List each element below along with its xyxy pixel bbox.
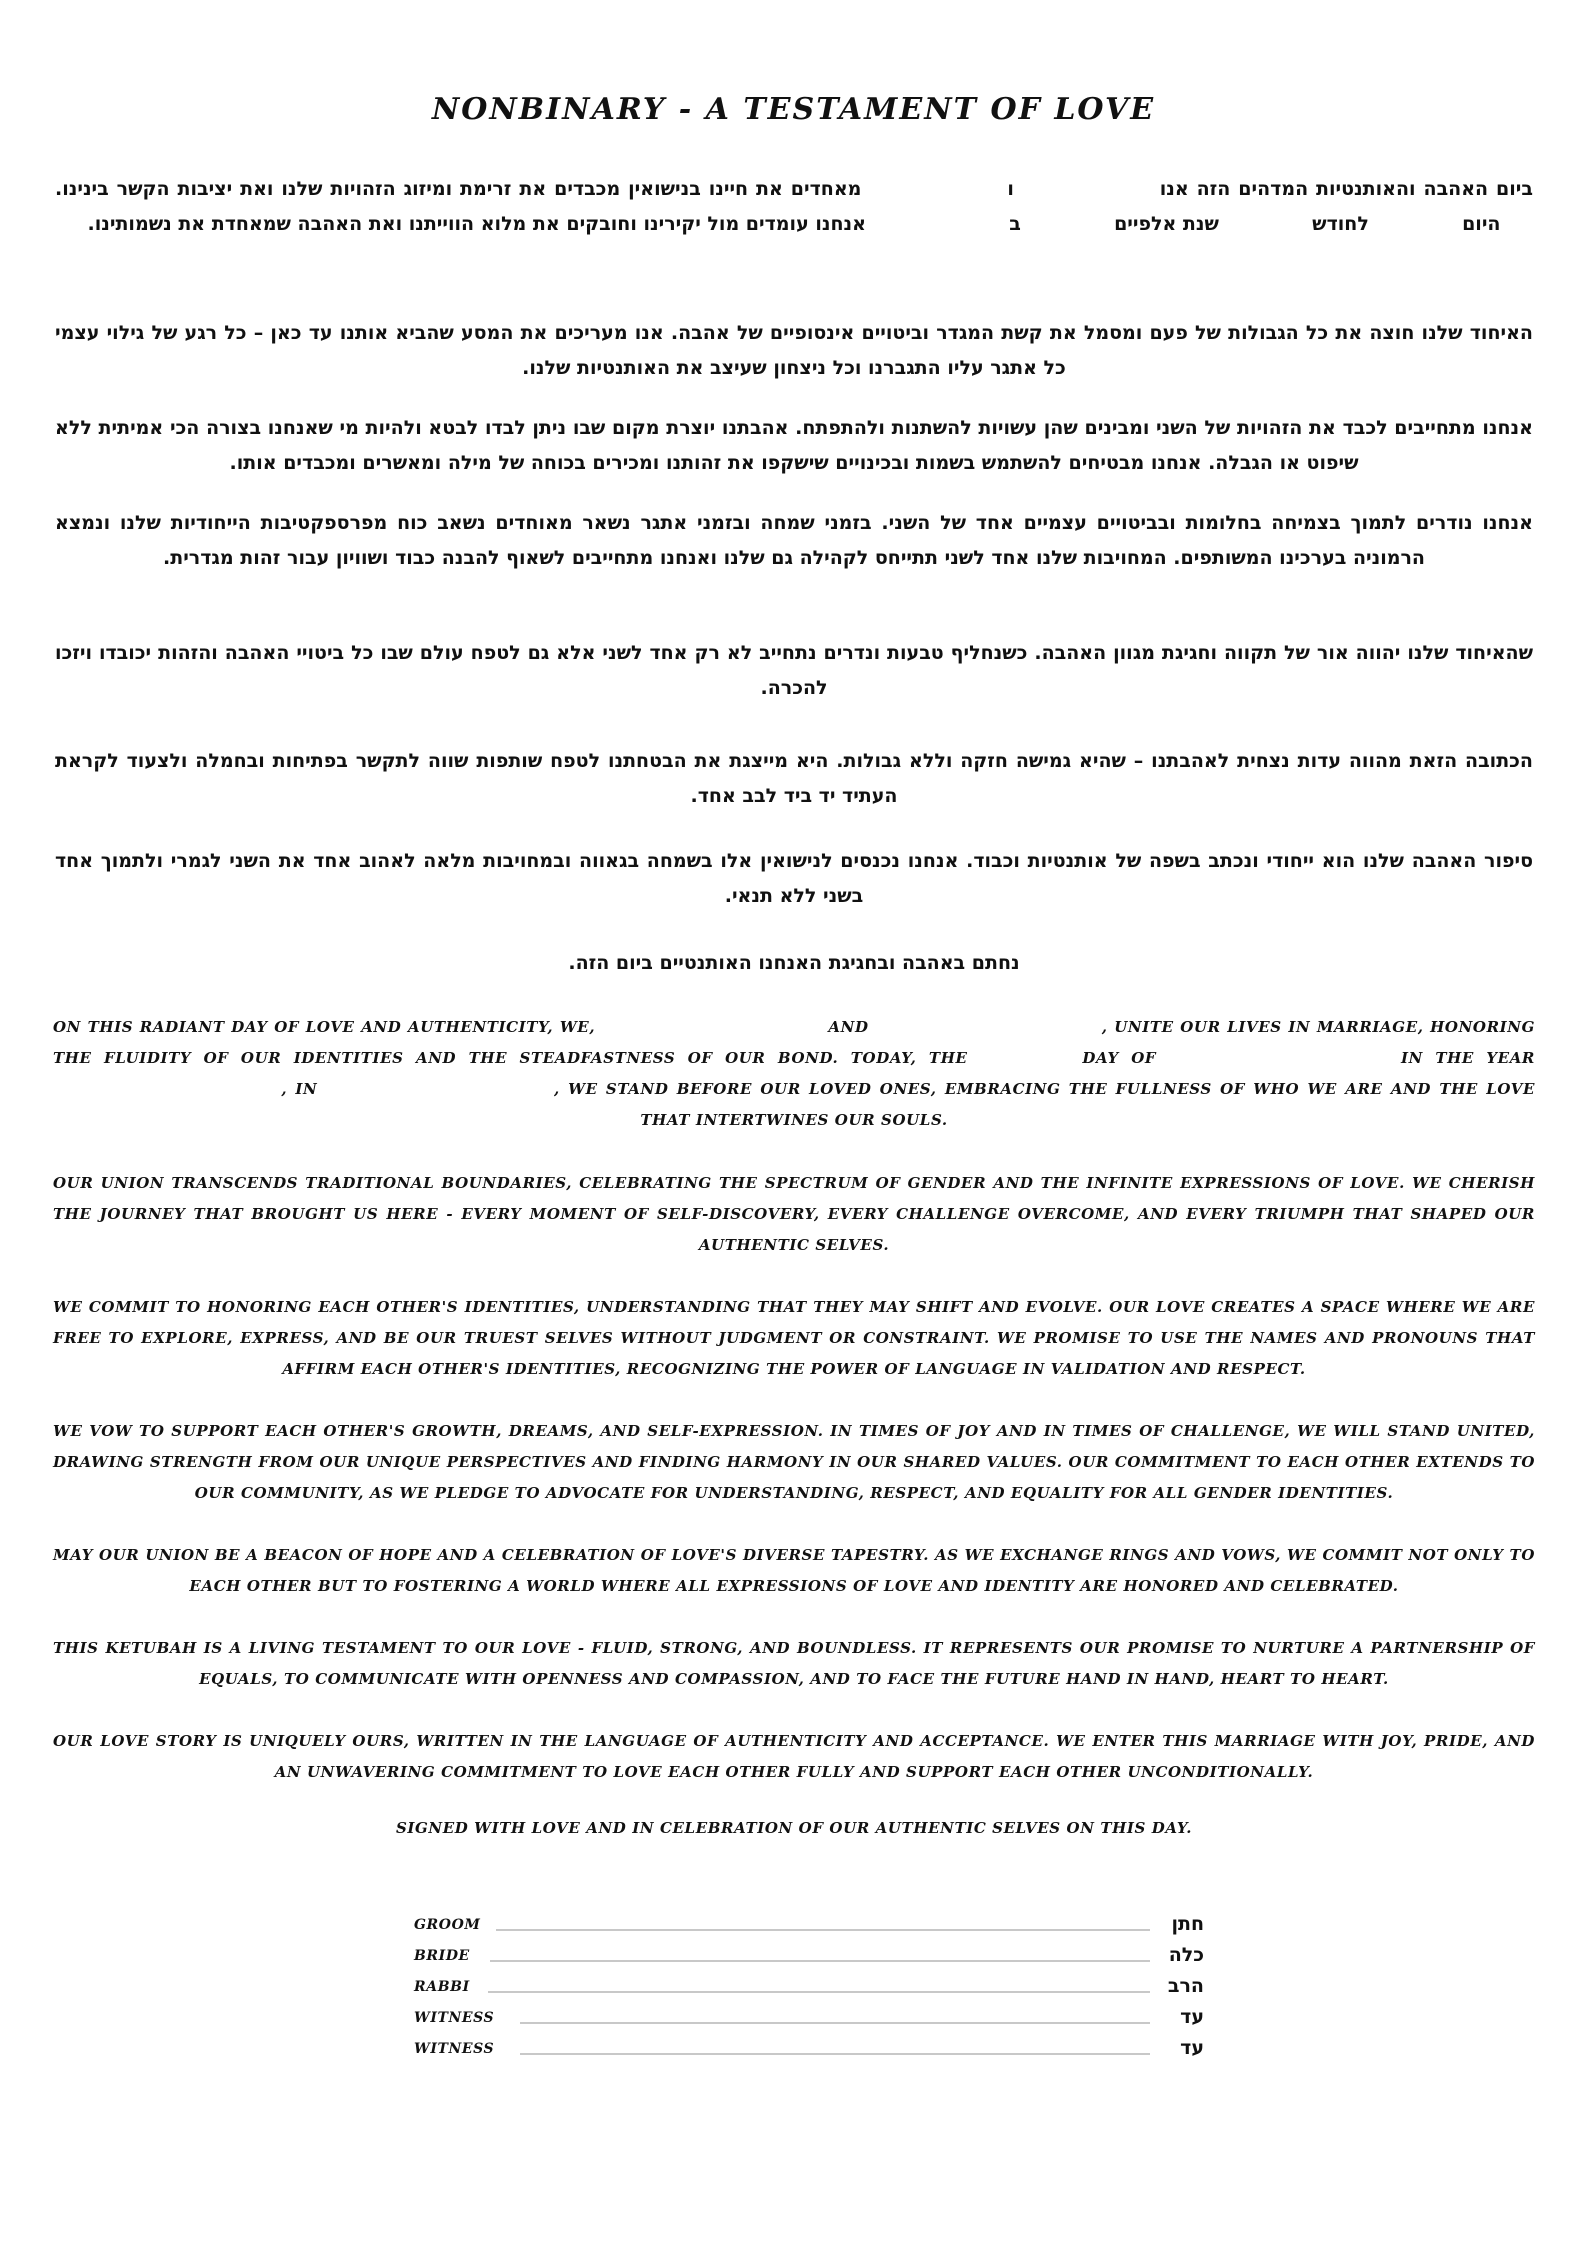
hebrew-p1-part-c: מאחדים את חיינו בנישואין מכבדים את זרימת ומיזוג הזהויות שלנו ואת יציבות הקשר בינינו. היום	[55, 178, 1501, 235]
signature-label-english: WITNESS	[414, 2010, 495, 2026]
hebrew-paragraph-7: סיפור האהבה שלנו הוא ייחודי ונכתב בשפה של אותנטיות וכבוד. אנחנו נכנסים לנישואין אלו בשמחה בגאווה ובמחויבות מלאה לאהוב אחד את השני לגמרי ולתמוך אחד בשני ללא תנאי.	[55, 850, 1533, 907]
english-paragraph-4: WE VOW TO SUPPORT EACH OTHER'S GROWTH, DREAMS, AND SELF-EXPRESSION. IN TIMES OF JOY AND IN TIMES OF CHALLENGE, WE WILL STAND UNITED, DRAWING STRENGTH FROM OUR UNIQUE PERSPECTIVES AND FINDING HARMONY IN OUR SHARED VALUES. OUR COMMITMENT TO EACH OTHER EXTENDS TO OUR COMMUNITY, AS WE PLEDGE TO ADVOCATE FOR UNDERSTANDING, RESPECT, AND EQUALITY FOR ALL GENDER IDENTITIES.	[53, 1422, 1535, 1502]
english-p1-part-f: , IN	[281, 1080, 318, 1098]
english-paragraph-2: OUR UNION TRANSCENDS TRADITIONAL BOUNDARIES, CELEBRATING THE SPECTRUM OF GENDER AND THE INFINITE EXPRESSIONS OF LOVE. WE CHERISH THE JOURNEY THAT BROUGHT US HERE - EVERY MOMENT OF SELF-DISCOVERY, EVERY CHALLENGE OVERCOME, AND EVERY TRIUMPH THAT SHAPED OUR AUTHENTIC SELVES.	[53, 1174, 1535, 1254]
english-paragraph-3: WE COMMIT TO HONORING EACH OTHER'S IDENTITIES, UNDERSTANDING THAT THEY MAY SHIFT AND EVOLVE. OUR LOVE CREATES A SPACE WHERE WE ARE FREE TO EXPLORE, EXPRESS, AND BE OUR TRUEST SELVES WITHOUT JUDGMENT OR CONSTRAINT. WE PROMISE TO USE THE NAMES AND PRONOUNS THAT AFFIRM EACH OTHER'S IDENTITIES, RECOGNIZING THE POWER OF LANGUAGE IN VALIDATION AND RESPECT.	[53, 1298, 1535, 1378]
signature-label-english: RABBI	[414, 1979, 470, 1995]
signature-row-rabbi	[414, 1969, 1204, 1999]
hebrew-paragraph-1	[55, 172, 1533, 242]
english-p1-part-b: AND	[828, 1018, 869, 1036]
signature-line[interactable]	[520, 2022, 1150, 2024]
signature-line[interactable]	[490, 1960, 1150, 1962]
english-p1-part-e: IN THE YEAR	[1401, 1049, 1535, 1067]
hebrew-closing: נחתם באהבה ובחגיגת האנחנו האותנטיים ביום הזה.	[568, 952, 1020, 974]
signature-label-english: WITNESS	[414, 2041, 495, 2057]
hebrew-paragraph-4: אנחנו נודרים לתמוך בצמיחה בחלומות ובביטויים עצמיים אחד של השני. בזמני שמחה ובזמני אתגר נשאר מאוחדים נשאב כוח מפרספקטיבות הייחודיות שלנו ונמצא הרמוניה בערכינו המשותפים. המחויבות שלנו אחד לשני תתייחס לקהילה גם שלנו ואנחנו מתחייבים לשאוף להבנה כבוד ושוויון עבור זהות מגדרית.	[55, 512, 1533, 569]
english-p1-part-g: , WE STAND BEFORE OUR LOVED ONES, EMBRACING THE FULLNESS OF WHO WE ARE AND THE LOVE THAT INTERTWINES OUR SOULS.	[554, 1080, 1536, 1129]
signature-label-hebrew: עד	[1180, 2006, 1204, 2028]
signature-label-hebrew: הרב	[1167, 1975, 1204, 1997]
signature-line[interactable]	[520, 2053, 1150, 2055]
signature-label-english: GROOM	[414, 1917, 481, 1933]
english-p1-part-c: , UNITE OUR LIVES IN MARRIAGE, HONORING THE FLUIDITY OF OUR IDENTITIES AND THE STEADFASTNESS OF OUR BOND. TODAY, THE	[53, 1018, 1535, 1067]
signature-line[interactable]	[488, 1991, 1150, 1993]
hebrew-p1-part-g: אנחנו עומדים מול יקירינו וחובקים את מלוא הווייתנו ואת האהבה שמאחדת את נשמותינו.	[87, 213, 866, 235]
signature-row-witness-1	[414, 2000, 1204, 2030]
english-p1-part-a: ON THIS RADIANT DAY OF LOVE AND AUTHENTICITY, WE,	[53, 1018, 596, 1036]
signature-line[interactable]	[496, 1929, 1150, 1931]
hebrew-paragraph-3: אנחנו מתחייבים לכבד את הזהויות של השני ומבינים שהן עשויות להשתנות ולהתפתח. אהבתנו יוצרת מקום שבו ניתן לבדו לבטא ולהיות מי שאנחנו בצורה הכי אמיתית ללא שיפוט או הגבלה. אנחנו מבטיחים להשתמש בשמות ובכינויים שישקפו את זהותנו ומכירים בכוחה של מילה ומאשרים ומכבדים אותו.	[55, 417, 1533, 474]
english-paragraph-7: OUR LOVE STORY IS UNIQUELY OURS, WRITTEN IN THE LANGUAGE OF AUTHENTICITY AND ACCEPTANCE. WE ENTER THIS MARRIAGE WITH JOY, PRIDE, AND AN UNWAVERING COMMITMENT TO LOVE EACH OTHER FULLY AND SUPPORT EACH OTHER UNCONDITIONALLY.	[53, 1732, 1535, 1781]
document-title: NONBINARY - A TESTAMENT OF LOVE	[431, 92, 1156, 127]
signature-label-english: BRIDE	[414, 1948, 470, 1964]
english-paragraph-6: THIS KETUBAH IS A LIVING TESTAMENT TO OUR LOVE - FLUID, STRONG, AND BOUNDLESS. IT REPRESENTS OUR PROMISE TO NURTURE A PARTNERSHIP OF EQUALS, TO COMMUNICATE WITH OPENNESS AND COMPASSION, AND TO FACE THE FUTURE HAND IN HAND, HEART TO HEART.	[53, 1639, 1535, 1688]
hebrew-paragraph-5: שהאיחוד שלנו יהווה אור של תקווה וחגיגת מגוון האהבה. כשנחליף טבעות ונדרים נתחייב לא רק אחד לשני אלא גם לטפח עולם שבו כל ביטויי האהבה והזהות יכובדו ויזכו להכרה.	[55, 642, 1533, 699]
signature-row-witness-2	[414, 2031, 1204, 2061]
signature-label-hebrew: חתן	[1171, 1913, 1204, 1935]
signature-row-bride	[414, 1938, 1204, 1968]
hebrew-p1-part-a: ביום האהבה והאותנטיות המדהים הזה אנו	[1159, 178, 1533, 200]
hebrew-p1-part-d: לחודש	[1312, 213, 1369, 235]
english-p1-part-d: DAY OF	[1082, 1049, 1157, 1067]
signature-row-groom	[414, 1907, 1204, 1937]
hebrew-p1-part-e: שנת אלפיים	[1114, 213, 1219, 235]
hebrew-p1-part-f: ב	[1009, 213, 1021, 235]
hebrew-paragraph-6: הכתובה הזאת מהווה עדות נצחית לאהבתנו – שהיא גמישה חזקה וללא גבולות. היא מייצגת את הבטחתנו לטפח שותפות שווה לתקשר בפתיחות ובחמלה ולצעוד לקראת העתיד יד ביד לבב אחד.	[55, 750, 1533, 807]
signature-label-hebrew: עד	[1180, 2037, 1204, 2059]
signature-label-hebrew: כלה	[1168, 1944, 1204, 1966]
hebrew-p1-part-b: ו	[1007, 178, 1014, 200]
english-paragraph-5: MAY OUR UNION BE A BEACON OF HOPE AND A CELEBRATION OF LOVE'S DIVERSE TAPESTRY. AS WE EXCHANGE RINGS AND VOWS, WE COMMIT NOT ONLY TO EACH OTHER BUT TO FOSTERING A WORLD WHERE ALL EXPRESSIONS OF LOVE AND IDENTITY ARE HONORED AND CELEBRATED.	[53, 1546, 1535, 1595]
hebrew-paragraph-2: האיחוד שלנו חוצה את כל הגבולות של פעם ומסמל את קשת המגדר וביטויים אינסופיים של אהבה. אנו מעריכים את המסע שהביא אותנו עד כאן – כל רגע של גילוי עצמי כל אתגר עליו התגברנו וכל ניצחון שעיצב את האותנטיות שלנו.	[55, 322, 1533, 379]
english-closing: SIGNED WITH LOVE AND IN CELEBRATION OF OUR AUTHENTIC SELVES ON THIS DAY.	[395, 1819, 1193, 1837]
english-paragraph-1	[53, 1012, 1535, 1136]
